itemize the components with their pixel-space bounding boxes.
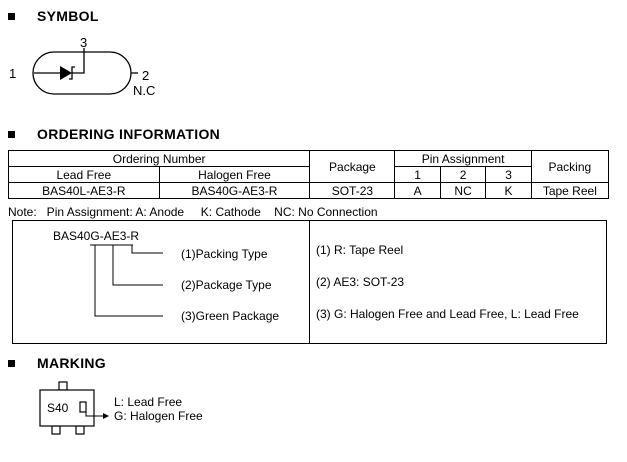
cell-package: SOT-23 — [310, 183, 395, 199]
symbol-heading — [8, 8, 99, 24]
bullet-icon — [8, 131, 15, 138]
header-package: Package — [310, 151, 395, 183]
package-type-label: (2)Package Type — [181, 278, 272, 292]
part-number-decode-box — [12, 220, 607, 344]
green-package-label: (3)Green Package — [181, 309, 280, 323]
bullet-icon — [8, 360, 15, 367]
header-pin3: 3 — [486, 167, 531, 183]
box-divider — [309, 221, 310, 343]
header-packing: Packing — [531, 151, 608, 183]
cell-packing: Tape Reel — [531, 183, 608, 199]
header-halogen-free: Halogen Free — [159, 167, 310, 183]
ordering-table — [8, 150, 609, 199]
cell-pin2: NC — [440, 183, 486, 199]
nc-label: N.C — [133, 83, 156, 98]
pin-assignment-note: Note: Pin Assignment: A: Anode K: Cathode NC: No Connection — [8, 205, 378, 219]
cell-lead-free: BAS40L-AE3-R — [9, 183, 160, 199]
part-number: BAS40G-AE3-R — [53, 229, 140, 243]
marking-title: MARKING — [37, 355, 106, 371]
bullet-icon — [8, 13, 15, 20]
pin2-label: 2 — [142, 68, 150, 83]
header-pin2: 2 — [440, 167, 486, 183]
ordering-title: ORDERING INFORMATION — [37, 126, 221, 142]
header-pin-assignment: Pin Assignment — [395, 151, 531, 167]
diode-triangle-icon — [60, 66, 72, 80]
packing-type-desc: (1) R: Tape Reel — [316, 243, 404, 257]
marking-code: S40 — [47, 401, 69, 415]
pin3-label: 3 — [80, 35, 88, 50]
cell-halogen-free: BAS40G-AE3-R — [159, 183, 310, 199]
legend-halogen-free: G: Halogen Free — [114, 409, 203, 423]
cell-pin1: A — [395, 183, 440, 199]
marking-arrow-icon — [83, 406, 113, 426]
header-lead-free: Lead Free — [9, 167, 160, 183]
header-ordering-number: Ordering Number — [9, 151, 310, 167]
green-package-desc: (3) G: Halogen Free and Lead Free, L: Lead Free — [316, 307, 579, 321]
legend-lead-free: L: Lead Free — [114, 395, 183, 409]
pin1-label: 1 — [9, 66, 17, 81]
packing-type-label: (1)Packing Type — [181, 247, 268, 261]
header-pin1: 1 — [395, 167, 440, 183]
symbol-title: SYMBOL — [37, 8, 99, 24]
cell-pin3: K — [486, 183, 531, 199]
table-row — [9, 183, 609, 199]
package-type-desc: (2) AE3: SOT-23 — [316, 275, 405, 289]
ordering-heading — [8, 126, 220, 142]
marking-heading — [8, 355, 106, 371]
